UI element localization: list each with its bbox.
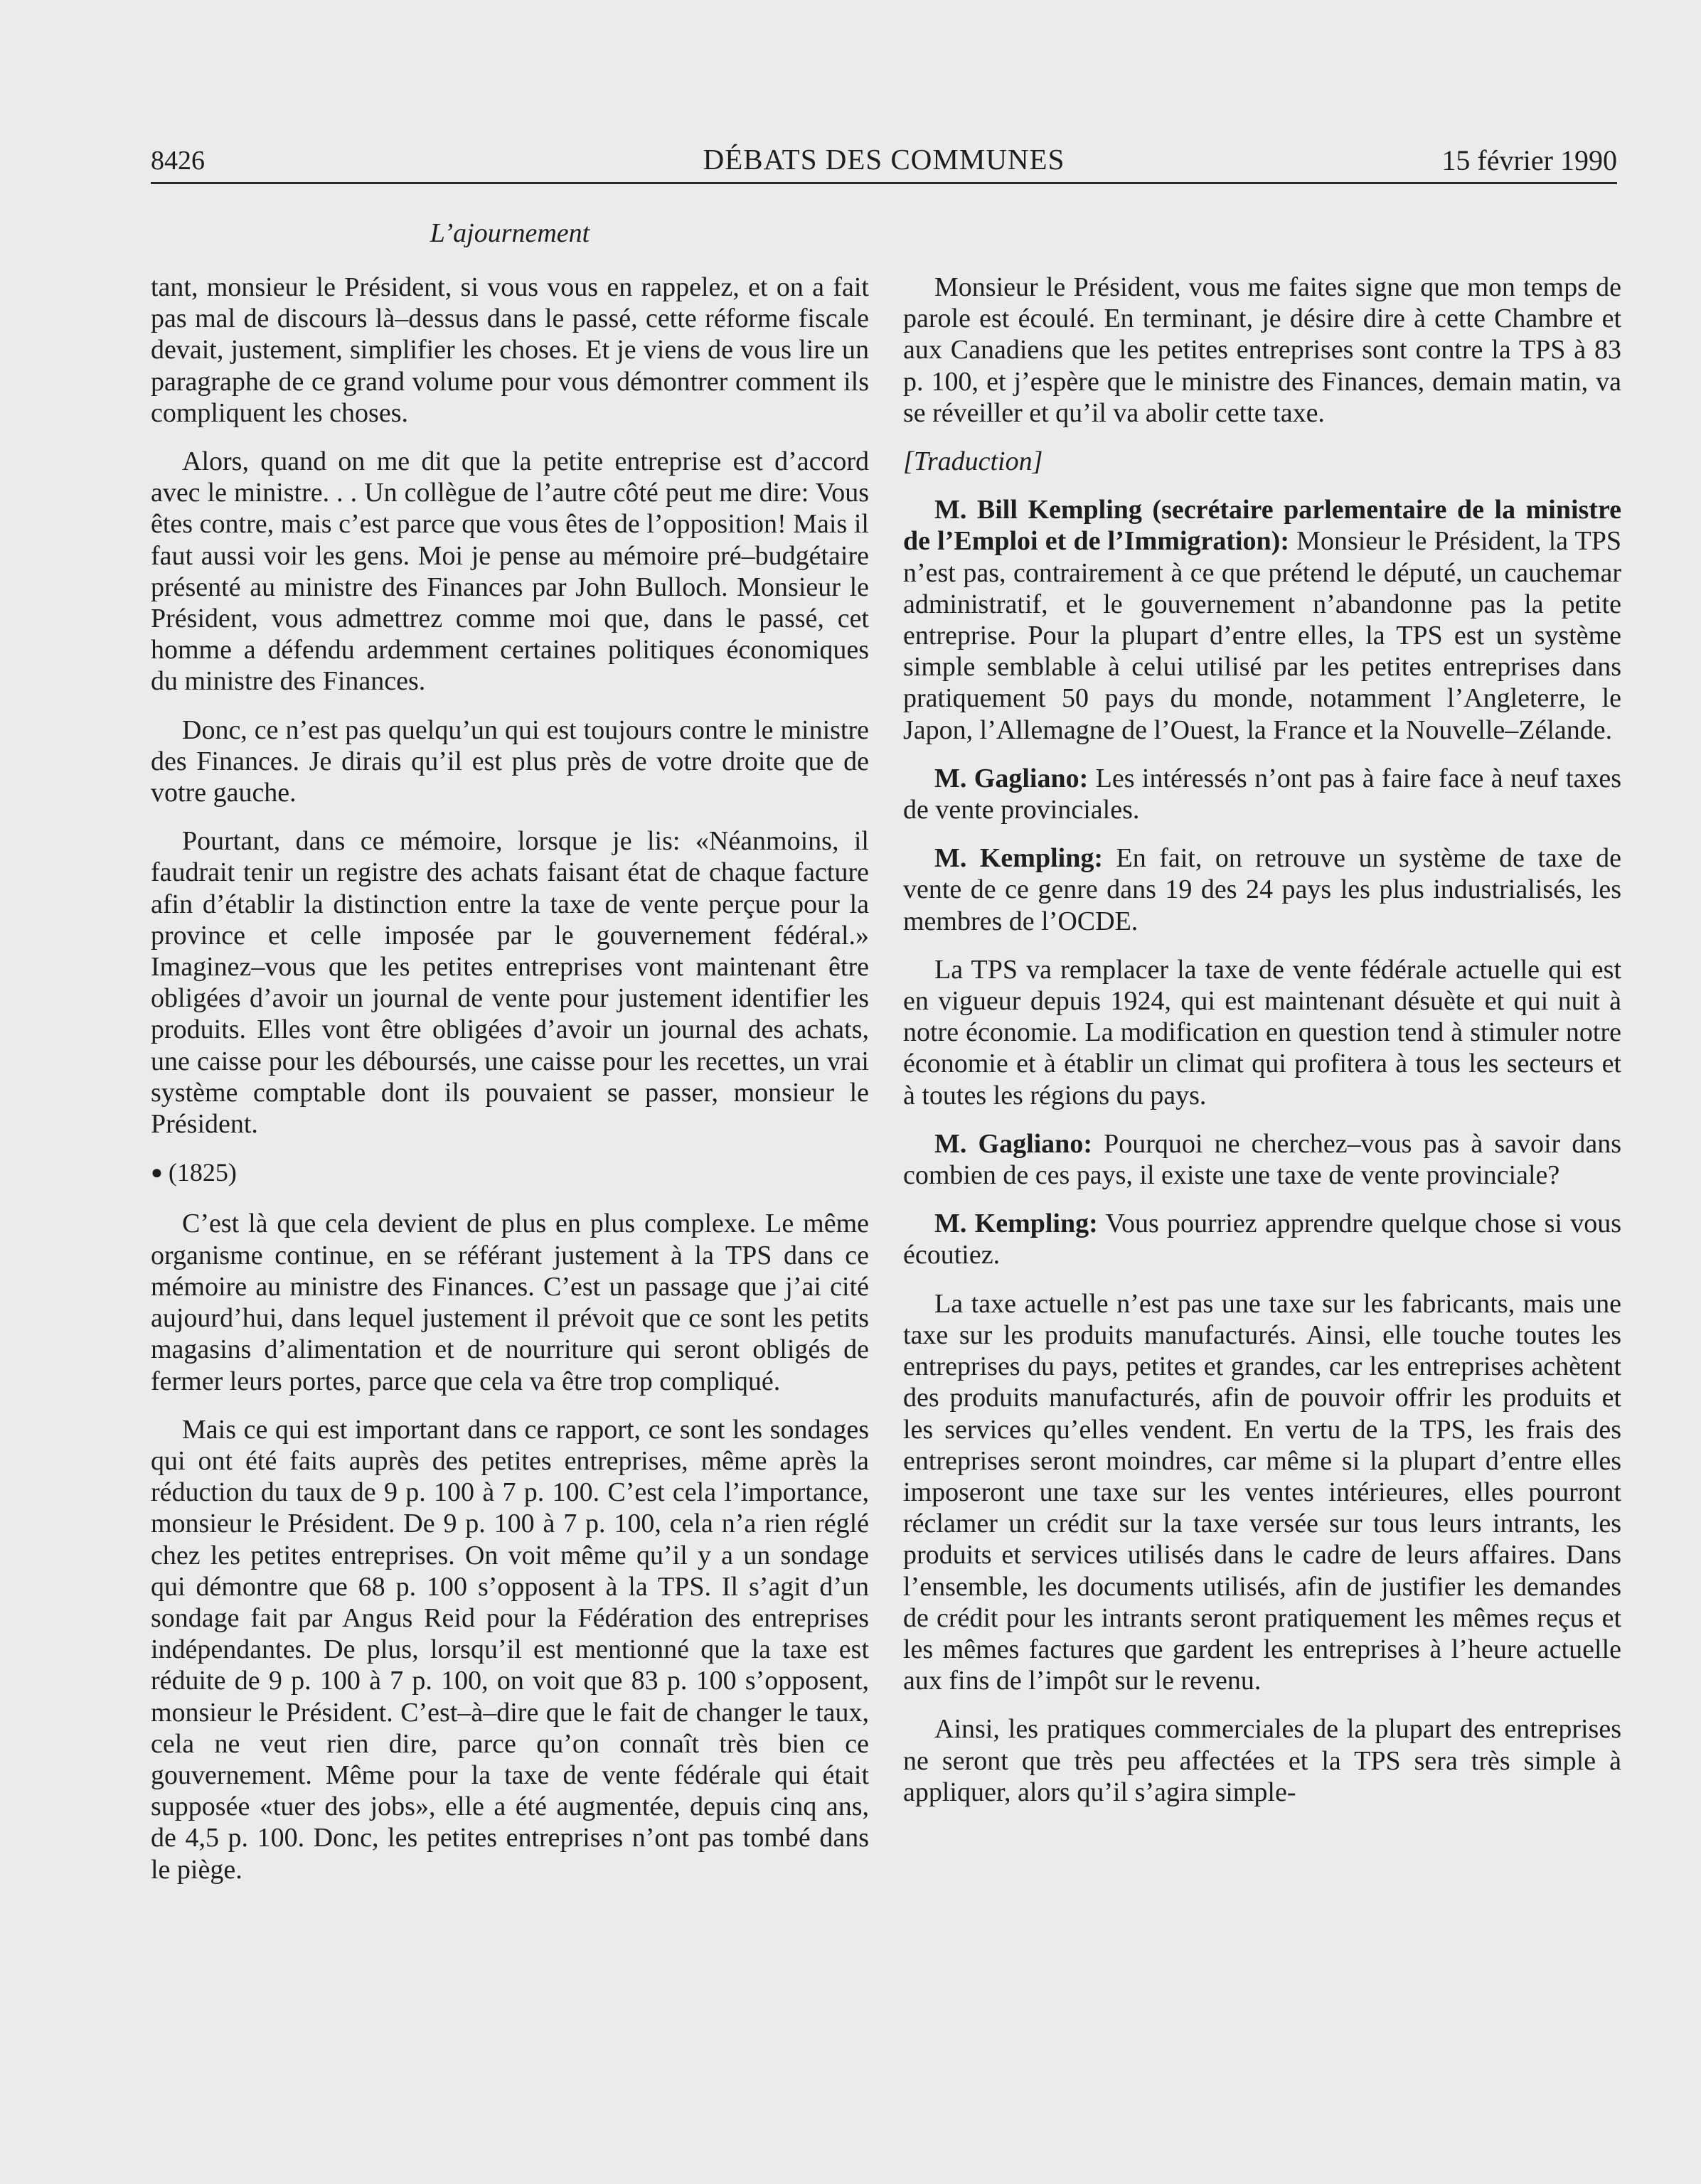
section-heading: L’ajournement bbox=[430, 218, 590, 248]
speech-text: Monsieur le Président, la TPS n’est pas, contrairement à ce que prétend le député, un cauchemar administratif, et le gouvernement n’abandonne pas la petite entreprise. Pour la plupart d’entre elles, la TPS est un système simple semblable à celui utilisé par les petites entreprises dans pratiquement 50 pays du monde, notamment l’Angleterre, le Japon, l’Allemagne de l’Ouest, la France et la Nouvelle–Zélande. bbox=[903, 526, 1621, 745]
running-header bbox=[151, 139, 1617, 184]
paragraph: Donc, ce n’est pas quelqu’un qui est toujours contre le ministre des Finances. Je dirais qu’il est plus près de votre droite que de votre gauche. bbox=[151, 714, 869, 808]
speech bbox=[903, 494, 1621, 746]
time-stamp: (1825) bbox=[168, 1158, 237, 1187]
translation-note: [Traduction] bbox=[903, 446, 1043, 477]
header-date: 15 février 1990 bbox=[1441, 144, 1617, 176]
right-column bbox=[903, 272, 1621, 1825]
publication-title: DÉBATS DES COMMUNES bbox=[703, 143, 1065, 176]
speech bbox=[903, 842, 1621, 937]
speaker-name: M. Kempling: bbox=[934, 843, 1103, 874]
paragraph: C’est là que cela devient de plus en plus complexe. Le même organisme continue, en se référant justement à la TPS dans ce mémoire au ministre des Finances. C’est un passage que j’ai cité aujourd’hui, dans lequel justement il prévoit que ce sont les petits magasins d’alimentation et de nourriture qui seront obligés de fermer leurs portes, parce que cela va être trop compliqué. bbox=[151, 1209, 869, 1396]
speaker-name: M. Bill Kempling (secrétaire parlementaire de la ministre de l’Emploi et de l’Immigration): bbox=[903, 495, 1621, 557]
paragraph: Mais ce qui est important dans ce rapport, ce sont les sondages qui ont été faits auprès des petites entreprises, même après la réduction du taux de 9 p. 100 à 7 p. 100. C’est cela l’importance, monsieur le Président. De 9 p. 100 à 7 p. 100, cela n’a rien réglé chez les petites entreprises. On voit même qu’il y a un sondage qui démontre que 68 p. 100 s’opposent à la TPS. Il s’agit d’un sondage fait par Angus Reid pour la Fédération des entreprises indépendantes. De plus, lorsqu’il est mentionné que la taxe est réduite de 9 p. 100 à 7 p. 100, on voit que 83 p. 100 s’opposent, monsieur le Président. C’est–à–dire que le fait de changer le taux, cela ne veut rien dire, parce qu’on connaît très bien ce gouvernement. Même pour la taxe de vente fédérale qui était supposée «tuer des jobs», elle a été augmentée, depuis cinq ans, de 4,5 p. 100. Donc, les petites entreprises n’ont pas tombé dans le piège. bbox=[151, 1414, 869, 1885]
page-number: 8426 bbox=[151, 146, 205, 176]
paragraph: Monsieur le Président, vous me faites signe que mon temps de parole est écoulé. En terminant, je désire dire à cette Chambre et aux Canadiens que les petites entreprises sont contre la TPS à 83 p. 100, et j’espère que le ministre des Finances, demain matin, va se réveiller et qu’il va abolir cette taxe. bbox=[903, 272, 1621, 428]
speech-text: Vous pourriez apprendre quelque chose si vous écoutiez. bbox=[903, 1209, 1621, 1270]
speaker-name: M. Gagliano: bbox=[934, 763, 1089, 793]
time-marker bbox=[151, 1157, 869, 1191]
speech bbox=[903, 1208, 1621, 1270]
paragraph: La TPS va remplacer la taxe de vente fédérale actuelle qui est en vigueur depuis 1924, qui est maintenant désuète et qui nuit à notre économie. La modification en question tend à stimuler notre économie et à établir un climat qui profitera à tous les secteurs et à toutes les régions du pays. bbox=[903, 954, 1621, 1110]
paragraph: La taxe actuelle n’est pas une taxe sur les fabricants, mais une taxe sur les produits manufacturés. Ainsi, elle touche toutes les entreprises du pays, petites et grandes, car les entreprises achètent des produits manufacturés, afin de pouvoir offrir les produits et les services qu’elles vendent. En vertu de la TPS, les frais des entreprises seront moindres, car même si la plupart d’entre elles imposeront une taxe sur les ventes intérieures, elles pourront réclamer un crédit sur la taxe versée sur tous leurs intrants, les produits et services utilisés dans le cadre de leurs affaires. Dans l’ensemble, les documents utilisés, afin de justifier les demandes de crédit pour les intrants seront pratiquement les mêmes reçus et les mêmes factures que gardent les entreprises à l’heure actuelle aux fins de l’impôt sur le revenu. bbox=[903, 1288, 1621, 1696]
left-column bbox=[151, 272, 869, 1902]
bullet-icon: ● bbox=[151, 1162, 163, 1184]
speech bbox=[903, 763, 1621, 825]
speech-text: Les intéressés n’ont pas à faire face à neuf taxes de vente provinciales. bbox=[903, 763, 1622, 825]
speaker-name: M. Kempling: bbox=[934, 1209, 1098, 1239]
speech-text: En fait, on retrouve un système de taxe de vente de ce genre dans 19 des 24 pays les plus industrialisés, les membres de l’OCDE. bbox=[903, 843, 1621, 936]
speaker-name: M. Gagliano: bbox=[934, 1128, 1092, 1159]
paragraph: tant, monsieur le Président, si vous vous en rappelez, et on a fait pas mal de discours là–dessus dans le passé, cette réforme fiscale devait, justement, simplifier les choses. Et je viens de vous lire un paragraphe de ce grand volume pour vous démontrer comment ils compliquent les choses. bbox=[151, 272, 869, 428]
paragraph: Ainsi, les pratiques commerciales de la plupart des entreprises ne seront que très peu affectées et la TPS sera très simple à appliquer, alors qu’il s’agira simple- bbox=[903, 1714, 1621, 1807]
paragraph: Alors, quand on me dit que la petite entreprise est d’accord avec le ministre. . . Un collègue de l’autre côté peut me dire: Vous êtes contre, mais c’est parce que vous êtes de l’opposition! Mais il faut aussi voir les gens. Moi je pense au mémoire pré–budgétaire présenté au ministre des Finances par John Bulloch. Monsieur le Président, vous admettrez comme moi que, dans le passé, cet homme a défendu ardemment certaines politiques économiques du ministre des Finances. bbox=[151, 446, 869, 697]
speech-text: Pourquoi ne cherchez–vous pas à savoir dans combien de ces pays, il existe une taxe de vente provinciale? bbox=[903, 1128, 1622, 1191]
speech bbox=[903, 1128, 1621, 1191]
paragraph: Pourtant, dans ce mémoire, lorsque je lis: «Néanmoins, il faudrait tenir un registre des achats faisant état de chaque facture afin d’établir la distinction entre la taxe de vente perçue pour la province et celle imposée par le gouvernement fédéral.» Imaginez–vous que les petites entreprises vont maintenant être obligées d’avoir un journal de vente pour justement identifier les produits. Elles vont être obligées d’avoir un journal des achats, une caisse pour les déboursés, une caisse pour les recettes, un vrai système comptable dont ils pouvaient se passer, monsieur le Président. bbox=[151, 826, 869, 1140]
